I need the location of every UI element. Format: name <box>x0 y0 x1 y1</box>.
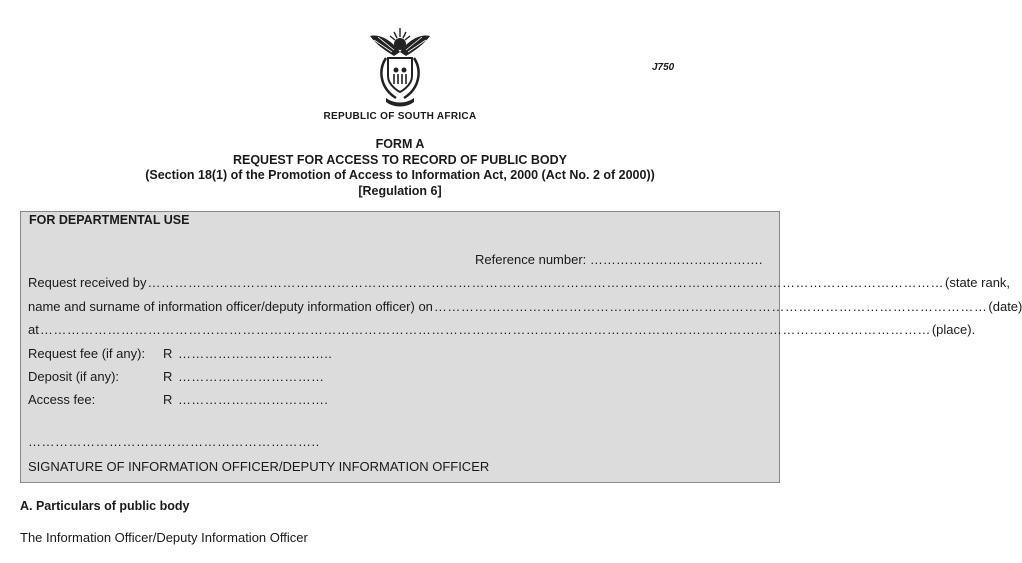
coat-of-arms-icon <box>368 22 432 108</box>
received-suffix: (state rank, <box>945 275 1011 290</box>
form-regulation: [Regulation 6] <box>358 183 442 198</box>
deposit-currency: R <box>163 369 173 384</box>
country-name: REPUBLIC OF SOUTH AFRICA <box>323 111 477 122</box>
date-dots: …………………………………………………………………………………………………………… <box>433 299 988 314</box>
access-fee-label: Access fee: <box>28 392 96 407</box>
reference-dots: …………………………………. <box>589 252 763 267</box>
request-received-field[interactable] <box>28 275 1011 290</box>
form-subtitle: (Section 18(1) of the Promotion of Access to Information Act, 2000 (Act No. 2 of 2000)) <box>145 168 655 182</box>
reference-label: Reference number: <box>475 252 587 267</box>
deposit-dots: …………………………… <box>178 369 325 384</box>
form-title: REQUEST FOR ACCESS TO RECORD OF PUBLIC BODY <box>232 152 568 167</box>
request-fee-field[interactable] <box>28 346 333 361</box>
signature-caption: SIGNATURE OF INFORMATION OFFICER/DEPUTY INFORMATION OFFICER <box>28 459 490 474</box>
section-a-text: The Information Officer/Deputy Information Officer <box>20 530 308 545</box>
access-fee-dots: ……………………………. <box>178 392 329 407</box>
departmental-heading: FOR DEPARTMENTAL USE <box>29 213 190 227</box>
deposit-field[interactable] <box>28 369 325 384</box>
access-fee-currency: R <box>163 392 173 407</box>
place-field[interactable] <box>28 322 976 337</box>
received-dots: …………………………………………………………………………………………………………………………………………………………… <box>147 275 945 290</box>
request-fee-dots: …………………………….. <box>178 346 333 361</box>
access-fee-field[interactable] <box>28 392 329 407</box>
form-title-block <box>0 137 800 199</box>
received-label: Request received by <box>28 275 147 290</box>
section-a-heading: A. Particulars of public body <box>20 499 190 513</box>
form-name: FORM A <box>375 137 425 151</box>
at-label: at <box>28 322 39 337</box>
officer-name-date-field[interactable] <box>28 299 1022 314</box>
deposit-label: Deposit (if any): <box>28 369 120 384</box>
place-dots: ……………………………………………………………………………………………………………………………………………………………………………… <box>39 322 931 337</box>
request-fee-currency: R <box>163 346 173 361</box>
form-code: J750 <box>652 62 675 73</box>
request-fee-label: Request fee (if any): <box>28 346 146 361</box>
signature-line[interactable]: ……………………………………………………….. <box>28 434 320 449</box>
place-suffix: (place). <box>931 322 976 337</box>
name-line-label: name and surname of information officer/deputy information officer) on <box>28 299 433 314</box>
reference-number-field[interactable] <box>475 252 763 267</box>
departmental-use-box <box>20 211 1022 483</box>
date-suffix: (date) <box>988 299 1022 314</box>
